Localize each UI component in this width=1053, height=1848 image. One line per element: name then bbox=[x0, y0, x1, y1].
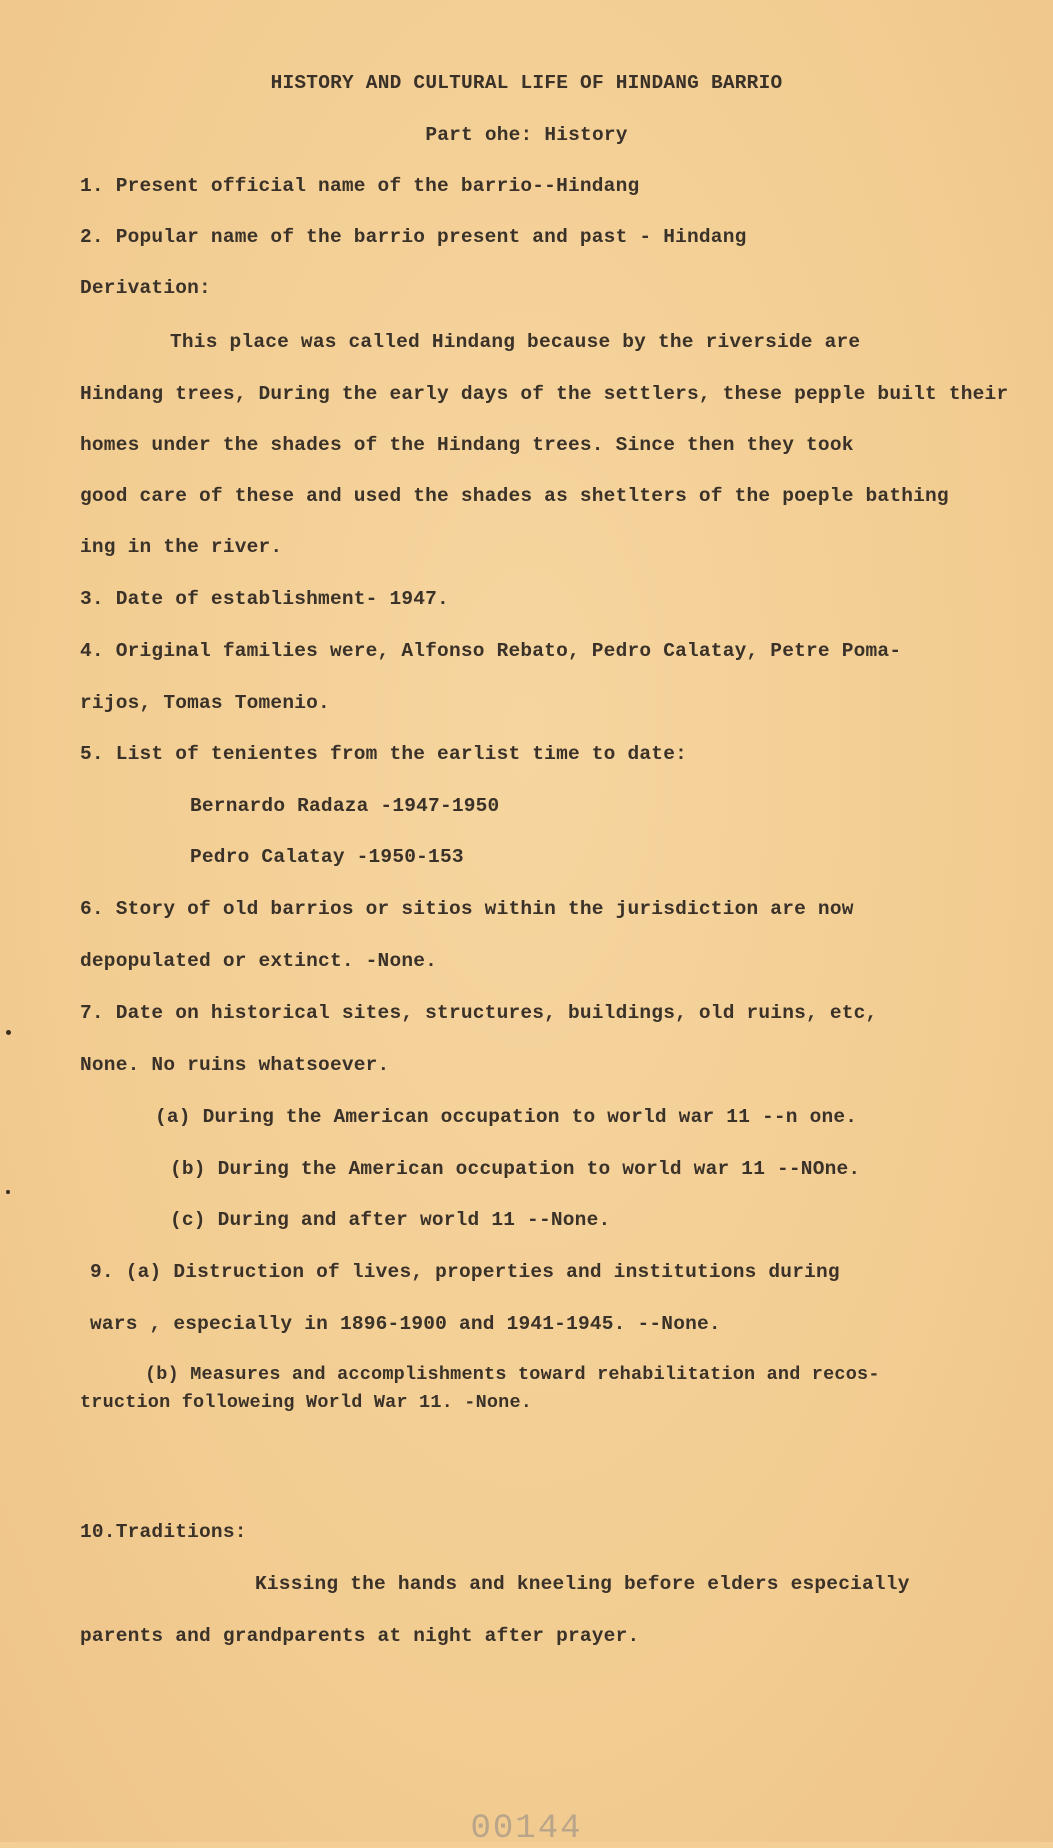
item-6-line-2: depopulated or extinct. -None. bbox=[80, 950, 438, 972]
page-number: 00144 bbox=[470, 1810, 583, 1848]
traditions-line-2: parents and grandparents at night after prayer. bbox=[80, 1625, 640, 1647]
item-3: 3. Date of establishment- 1947. bbox=[80, 588, 449, 610]
traditions-line-1: Kissing the hands and kneeling before elders especially bbox=[255, 1573, 910, 1595]
derivation-line-2: Hindang trees, During the early days of the settlers, these pepple built their bbox=[80, 383, 1009, 405]
document-title: HISTORY AND CULTURAL LIFE OF HINDANG BARRIO bbox=[270, 72, 783, 94]
item-5: 5. List of tenientes from the earlist time to date: bbox=[80, 743, 687, 765]
derivation-line-4: good care of these and used the shades as shetlters of the poeple bathing bbox=[80, 485, 949, 507]
teniente-1: Bernardo Radaza -1947-1950 bbox=[190, 795, 500, 817]
item-7-line-1: 7. Date on historical sites, structures, buildings, old ruins, etc, bbox=[80, 1002, 878, 1024]
item-9a-line-1: 9. (a) Distruction of lives, properties and institutions during bbox=[90, 1261, 840, 1283]
item-6-line-1: 6. Story of old barrios or sitios within the jurisdiction are now bbox=[80, 898, 854, 920]
item-4-line-2: rijos, Tomas Tomenio. bbox=[80, 692, 330, 714]
item-7-line-2: None. No ruins whatsoever. bbox=[80, 1054, 390, 1076]
item-9b-line-2: truction followeing World War 11. -None. bbox=[80, 1392, 533, 1413]
item-7c: (c) During and after world 11 --None. bbox=[170, 1209, 611, 1231]
item-1: 1. Present official name of the barrio--Hindang bbox=[80, 175, 640, 197]
derivation-line-3: homes under the shades of the Hindang trees. Since then they took bbox=[80, 434, 854, 456]
teniente-2: Pedro Calatay -1950-153 bbox=[190, 846, 464, 868]
binding-mark bbox=[6, 1190, 10, 1194]
item-4-line-1: 4. Original families were, Alfonso Rebato, Pedro Calatay, Petre Poma- bbox=[80, 640, 902, 662]
part-one-heading: Part ohe: History bbox=[425, 124, 628, 146]
item-9a-line-2: wars , especially in 1896-1900 and 1941-1945. --None. bbox=[90, 1313, 721, 1335]
item-9b-line-1: (b) Measures and accomplishments toward rehabilitation and recos- bbox=[145, 1364, 880, 1385]
item-7a: (a) During the American occupation to world war 11 --n one. bbox=[155, 1106, 858, 1128]
derivation-label: Derivation: bbox=[80, 277, 211, 299]
derivation-line-5: ing in the river. bbox=[80, 536, 283, 558]
binding-mark bbox=[6, 1030, 11, 1035]
item-7b: (b) During the American occupation to world war 11 --NOne. bbox=[170, 1158, 861, 1180]
item-10: 10.Traditions: bbox=[80, 1521, 247, 1543]
derivation-line-1: This place was called Hindang because by the riverside are bbox=[170, 331, 861, 353]
item-2: 2. Popular name of the barrio present and past - Hindang bbox=[80, 226, 747, 248]
